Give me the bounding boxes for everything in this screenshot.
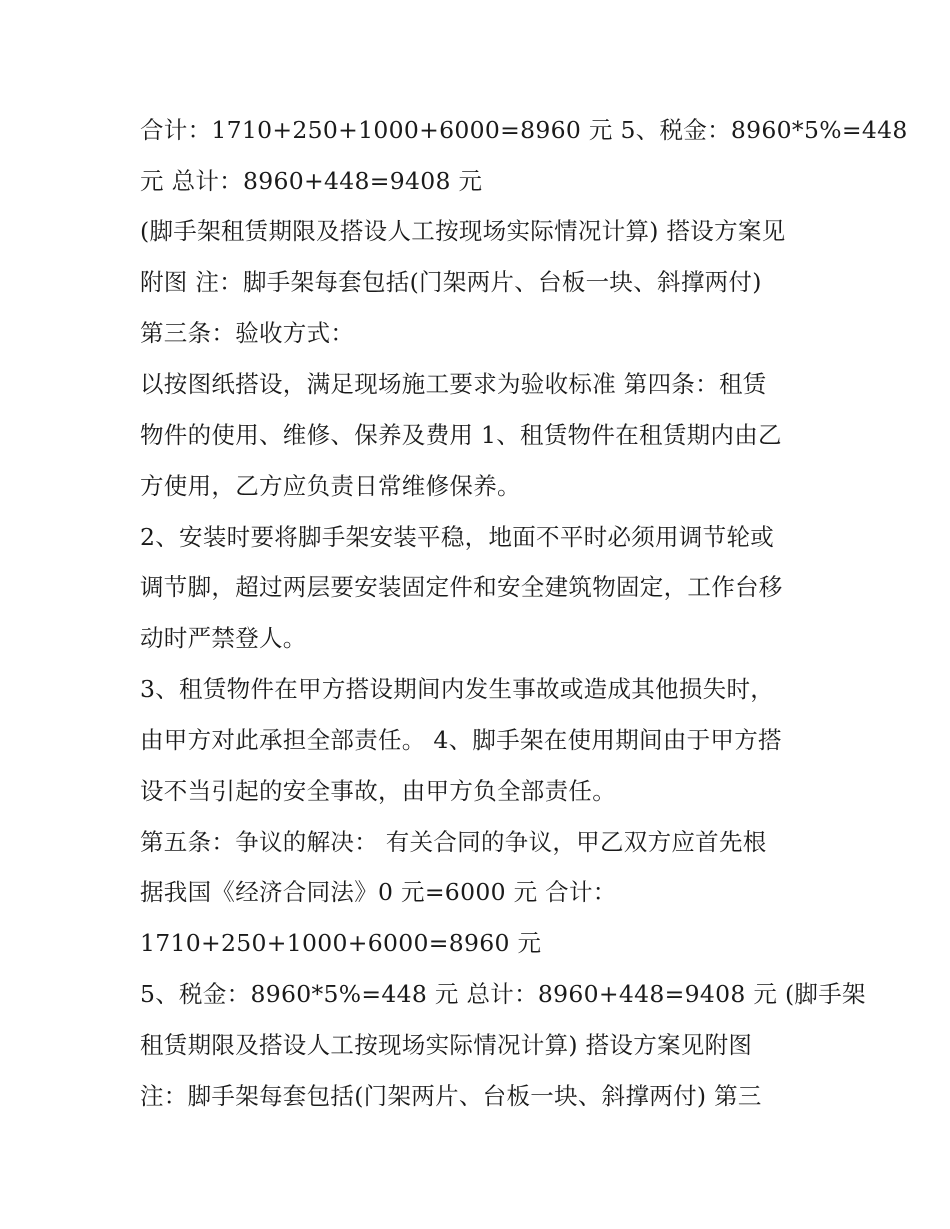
text-line: 租赁期限及搭设人工按现场实际情况计算) 搭设方案见附图 [140,1031,753,1059]
text-line: 据我国《经济合同法》0 元=6000 元 合计： [140,878,617,906]
text-line: 动时严禁登人。 [140,624,307,652]
text-line: 以按图纸搭设，满足现场施工要求为验收标准 第四条：租赁 [140,370,767,398]
text-line: 元 总计：8960+448=9408 元 [140,167,483,195]
text-line: 方使用，乙方应负责日常维修保养。 [140,472,521,500]
text-line: 3、租赁物件在甲方搭设期间内发生事故或造成其他损失时， [140,675,775,703]
text-line: 第五条：争议的解决： 有关合同的争议，甲乙双方应首先根 [140,828,767,856]
text-line: 附图 注：脚手架每套包括(门架两片、台板一块、斜撑两付) [140,268,762,296]
text-line: 注：脚手架每套包括(门架两片、台板一块、斜撑两付) 第三 [140,1082,762,1110]
text-line: 设不当引起的安全事故，由甲方负全部责任。 [140,777,616,805]
text-line: 调节脚，超过两层要安装固定件和安全建筑物固定，工作台移 [140,573,783,601]
text-line: 5、税金：8960*5%=448 元 总计：8960+448=9408 元 (脚手架 [140,980,866,1008]
text-line: 1710+250+1000+6000=8960 元 [140,929,542,957]
text-line: 第三条：验收方式： [140,319,355,347]
text-line: (脚手架租赁期限及搭设人工按现场实际情况计算) 搭设方案见 [140,217,786,245]
text-line: 合计：1710+250+1000+6000=8960 元 5、税金：8960*5%=448 [140,116,908,144]
text-line: 物件的使用、维修、保养及费用 1、租赁物件在租赁期内由乙 [140,421,782,449]
text-line: 2、安装时要将脚手架安装平稳，地面不平时必须用调节轮或 [140,523,775,551]
text-line: 由甲方对此承担全部责任。 4、脚手架在使用期间由于甲方搭 [140,726,782,754]
